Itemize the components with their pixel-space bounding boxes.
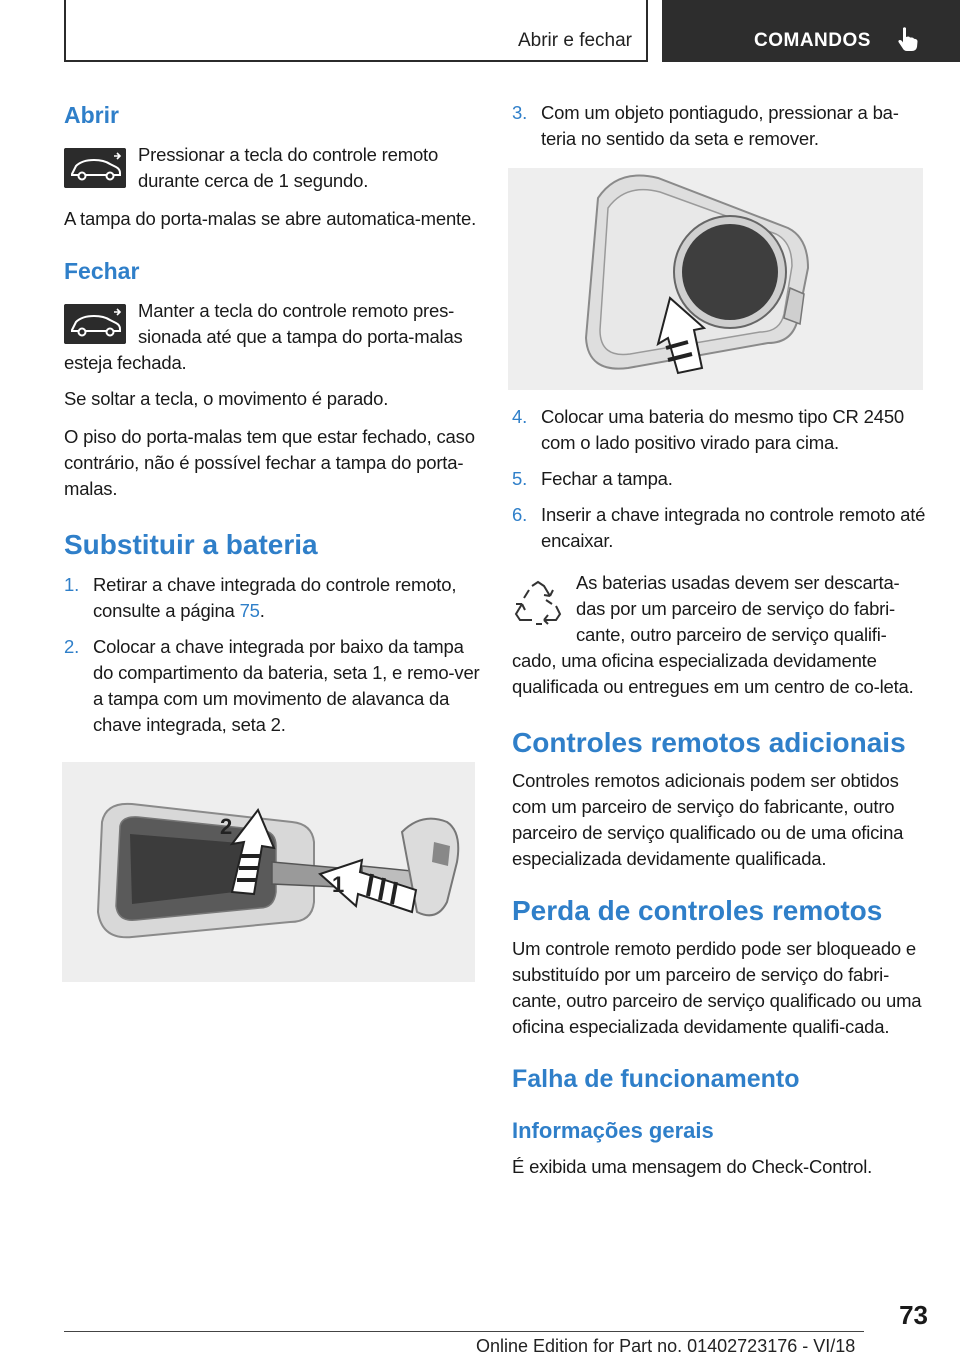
recycle-icon (512, 580, 564, 635)
footer-divider (64, 1331, 864, 1332)
falha-heading: Falha de funcionamento (512, 1065, 800, 1093)
fechar-text: Manter a tecla do controle remoto pres-sionada até que a tampa do porta-malas esteja fechada. (64, 300, 463, 373)
fechar-p2: Se soltar a tecla, o movimento é parado. (64, 388, 389, 409)
battery-illustration (508, 168, 923, 390)
fechar-p3: O piso do porta-malas tem que estar fechado, caso contrário, não é possível fechar a tampa do porta-malas. (64, 426, 475, 499)
key-illustration (62, 762, 475, 982)
bateria-steps-final (512, 404, 928, 554)
right-column (512, 100, 928, 162)
fechar-instruction (64, 298, 480, 376)
list-item (512, 466, 928, 492)
step-text-end: . (259, 600, 265, 621)
abrir-heading: Abrir (64, 102, 119, 128)
list-item (512, 100, 928, 152)
step-number: 4. (512, 406, 528, 427)
step-number: 2. (64, 636, 80, 657)
step-number: 3. (512, 102, 528, 123)
list-item (64, 572, 480, 624)
trunk-remote-button-icon (64, 304, 126, 344)
bateria-steps-continued (512, 100, 928, 152)
battery-removal-figure (508, 168, 923, 390)
recycle-text: As baterias usadas devem ser descarta-das por um parceiro de serviço do fabri-cante, outro parceiro de serviço qualifi-cado, uma oficina especializada devidamente qualificada ou entregues em um centro de co-leta. (512, 572, 914, 697)
abrir-note: A tampa do porta-malas se abre automatica-mente. (64, 208, 477, 229)
falha-text: É exibida uma mensagem do Check-Control. (512, 1156, 873, 1177)
substituir-bateria-heading: Substituir a bateria (64, 529, 318, 560)
step-text: Inserir a chave integrada no controle remoto até encaixar. (541, 504, 926, 551)
step-text: Colocar uma bateria do mesmo tipo CR 2450 com o lado positivo virado para cima. (541, 406, 905, 453)
list-item (512, 502, 928, 554)
list-item (512, 404, 928, 456)
arrow-2-label: 2 (220, 814, 233, 839)
step-text: Com um objeto pontiagudo, pressionar a ba-teria no sentido da seta e remover. (541, 102, 899, 149)
step-text: Retirar a chave integrada do controle remoto, consulte a página (93, 574, 457, 621)
page-number: 73 (899, 1300, 928, 1330)
right-column-lower (512, 404, 928, 1180)
header-section-box (64, 0, 648, 62)
header-section-title: Abrir e fechar (517, 30, 632, 51)
header-chapter-title: COMANDOS (754, 30, 871, 51)
adicionais-heading: Controles remotos adicionais (512, 727, 906, 758)
bateria-steps-list (64, 572, 480, 738)
perda-heading: Perda de controles remotos (512, 895, 883, 926)
trunk-remote-button-icon (64, 148, 126, 188)
step-text: Colocar a chave integrada por baixo da tampa do compartimento da bateria, seta 1, e remo-ver a tampa com um movimento de alavanca da chave integrada, seta 2. (93, 636, 480, 735)
step-number: 5. (512, 468, 528, 489)
informacoes-gerais-heading: Informações gerais (512, 1118, 714, 1143)
adicionais-text: Controles remotos adicionais podem ser obtidos com um parceiro de serviço do fabricante, outro parceiro de serviço qualificado ou de uma oficina especializada devidamente qualificada. (512, 770, 904, 869)
page-link[interactable]: 75 (239, 600, 260, 621)
fechar-heading: Fechar (64, 258, 140, 284)
abrir-text: Pressionar a tecla do controle remoto durante cerca de 1 segundo. (138, 144, 439, 191)
step-number: 6. (512, 504, 528, 525)
left-column (64, 100, 480, 748)
pointing-hand-icon (897, 26, 919, 52)
step-text: Fechar a tampa. (541, 468, 673, 489)
arrow-1-label: 1 (332, 872, 345, 897)
perda-text: Um controle remoto perdido pode ser bloqueado e substituído por um parceiro de serviço do fabri-cante, outro parceiro de serviço qualificado ou uma oficina especializada devidamente qualifi-cada. (512, 938, 922, 1037)
list-item (64, 634, 480, 738)
footer-edition: Online Edition for Part no. 01402723176 - VI/18 (476, 1336, 856, 1356)
abrir-instruction (64, 142, 480, 194)
recycle-notice (512, 570, 928, 700)
header-chapter-tab (662, 0, 960, 62)
step-number: 1. (64, 574, 80, 595)
key-battery-cover-figure (62, 762, 475, 982)
